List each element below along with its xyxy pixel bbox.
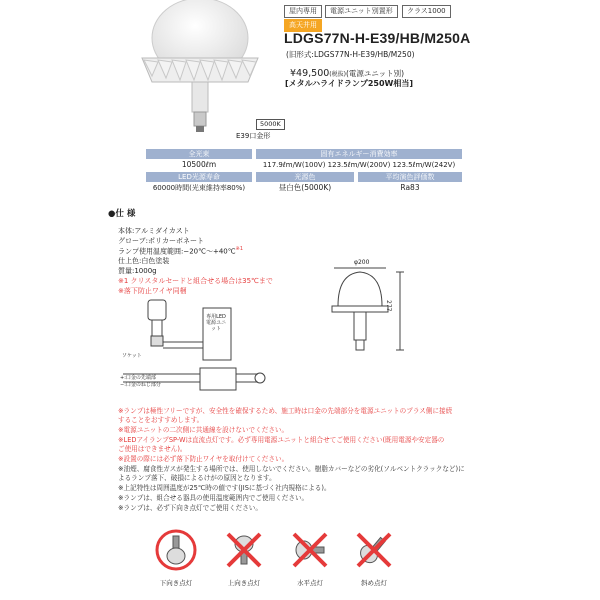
- spec-body: 本体:アルミダイカスト: [118, 227, 190, 235]
- orientation-down-label: 下向き点灯: [159, 579, 193, 587]
- price-tax-note: (税抜): [329, 71, 346, 78]
- spec-temp-mark: ※1: [235, 246, 244, 252]
- cri-header: 平均演色評価数: [358, 172, 462, 182]
- class-tag: クラス1000: [402, 5, 451, 18]
- flux-header: 全光束: [146, 149, 252, 159]
- note-10: ※ランプは、必ず下向き点灯でご使用ください。: [118, 504, 262, 512]
- flux-value: 10500ℓm: [181, 160, 217, 169]
- note-2: ※電源ユニットの二次側に共通線を設けないでください。: [118, 426, 289, 434]
- separate-power-tag: 電源ユニット別置形: [325, 5, 398, 18]
- indoor-tag: 屋内専用: [284, 5, 322, 18]
- price: ¥49,500: [290, 68, 330, 79]
- note-3: ※LEDアイランプSP-Wは直流点灯です。必ず専用電源ユニットと組合せてご使用ください(既用電源や安定器の: [118, 436, 445, 444]
- note-0: ※ランプは極性フリーですが、安全性を確保するため、施工時は口金の先端部分を電源ユニットのプラス側に接続: [118, 407, 453, 415]
- efficiency-header: 固有エネルギー消費効率: [256, 149, 462, 159]
- color-temp-box: 5000K: [256, 119, 285, 130]
- note-4: ご使用はできません)。: [118, 445, 187, 453]
- efficiency-value: 117.9ℓm/W(100V) 123.5ℓm/W(200V) 123.5ℓm/W(242V): [262, 161, 456, 169]
- power-unit-label: 専用LED電源ユニット: [205, 314, 226, 332]
- spec-note-1: ※1 クリスタルセードと組合せる場合は35℃まで: [118, 277, 273, 285]
- note-6: ※油煙、腐食性ガスが発生する場所では、使用しないでください。樹脂カバーなどの劣化(ソルベントクラックなど)に: [118, 465, 465, 473]
- orientation-down-icon: [154, 528, 198, 572]
- orientation-diagonal-icon: [352, 528, 396, 572]
- socket-label: ソケット: [122, 353, 142, 359]
- orientation-horizontal-icon: [288, 528, 332, 572]
- base-type-label: E39口金形: [236, 132, 271, 140]
- note-1: することをおすすめします。: [118, 416, 204, 424]
- life-value: 60000時間(光束維持率80%): [152, 184, 246, 192]
- spec-mass: 質量:1000g: [118, 267, 157, 275]
- color-header: 光源色: [256, 172, 354, 182]
- wiring-label-minus: −:口金のねじ部分: [120, 382, 161, 388]
- model-number: LDGS77N-H-E39/HB/M250A: [284, 30, 471, 46]
- spec-title: ●仕 様: [108, 209, 136, 219]
- note-9: ※ランプは、組合せる器具の使用温度範囲内でご使用ください。: [118, 494, 309, 502]
- old-model: (旧形式:LDGS77N-H-E39/HB/M250): [286, 50, 415, 59]
- cri-value: Ra83: [400, 183, 420, 192]
- spec-temp: [118, 246, 243, 256]
- high-ceiling-tag: 高天井用: [284, 19, 322, 32]
- height-label: 277: [385, 300, 392, 312]
- spec-finish: 仕上色:白色塗装: [118, 257, 170, 265]
- orientation-horizontal-label: 水平点灯: [297, 579, 323, 587]
- equivalent-label: [メタルハライドランプ250W相当]: [285, 79, 414, 88]
- price-suffix: (電源ユニット別): [345, 69, 405, 78]
- orientation-diagonal-label: 斜め点灯: [361, 579, 387, 587]
- wiring-label-plus: +:口金の先端部: [120, 375, 156, 381]
- spec-note-2: ※落下防止ワイヤ同梱: [118, 287, 187, 295]
- life-header: LED光源寿命: [146, 172, 252, 182]
- orientation-up-label: 上向き点灯: [227, 579, 261, 587]
- orientation-up-icon: [222, 528, 266, 572]
- note-8: ※上記特性は周囲温度が25℃時の値です(JISに基づく社内規格による)。: [118, 484, 331, 492]
- note-5: ※設置の際には必ず落下防止ワイヤを取付けてください。: [118, 455, 289, 463]
- color-value: 昼白色(5000K): [278, 183, 332, 192]
- diameter-label: φ200: [354, 259, 370, 266]
- spec-temp-text: ランプ使用温度範囲:−20℃〜+40℃: [118, 247, 236, 256]
- note-7: よるランプ落下、破損によるけがの原因となります。: [118, 474, 276, 482]
- spec-globe: グローブ:ポリカーボネート: [118, 237, 204, 245]
- dimension-drawing: [320, 260, 430, 360]
